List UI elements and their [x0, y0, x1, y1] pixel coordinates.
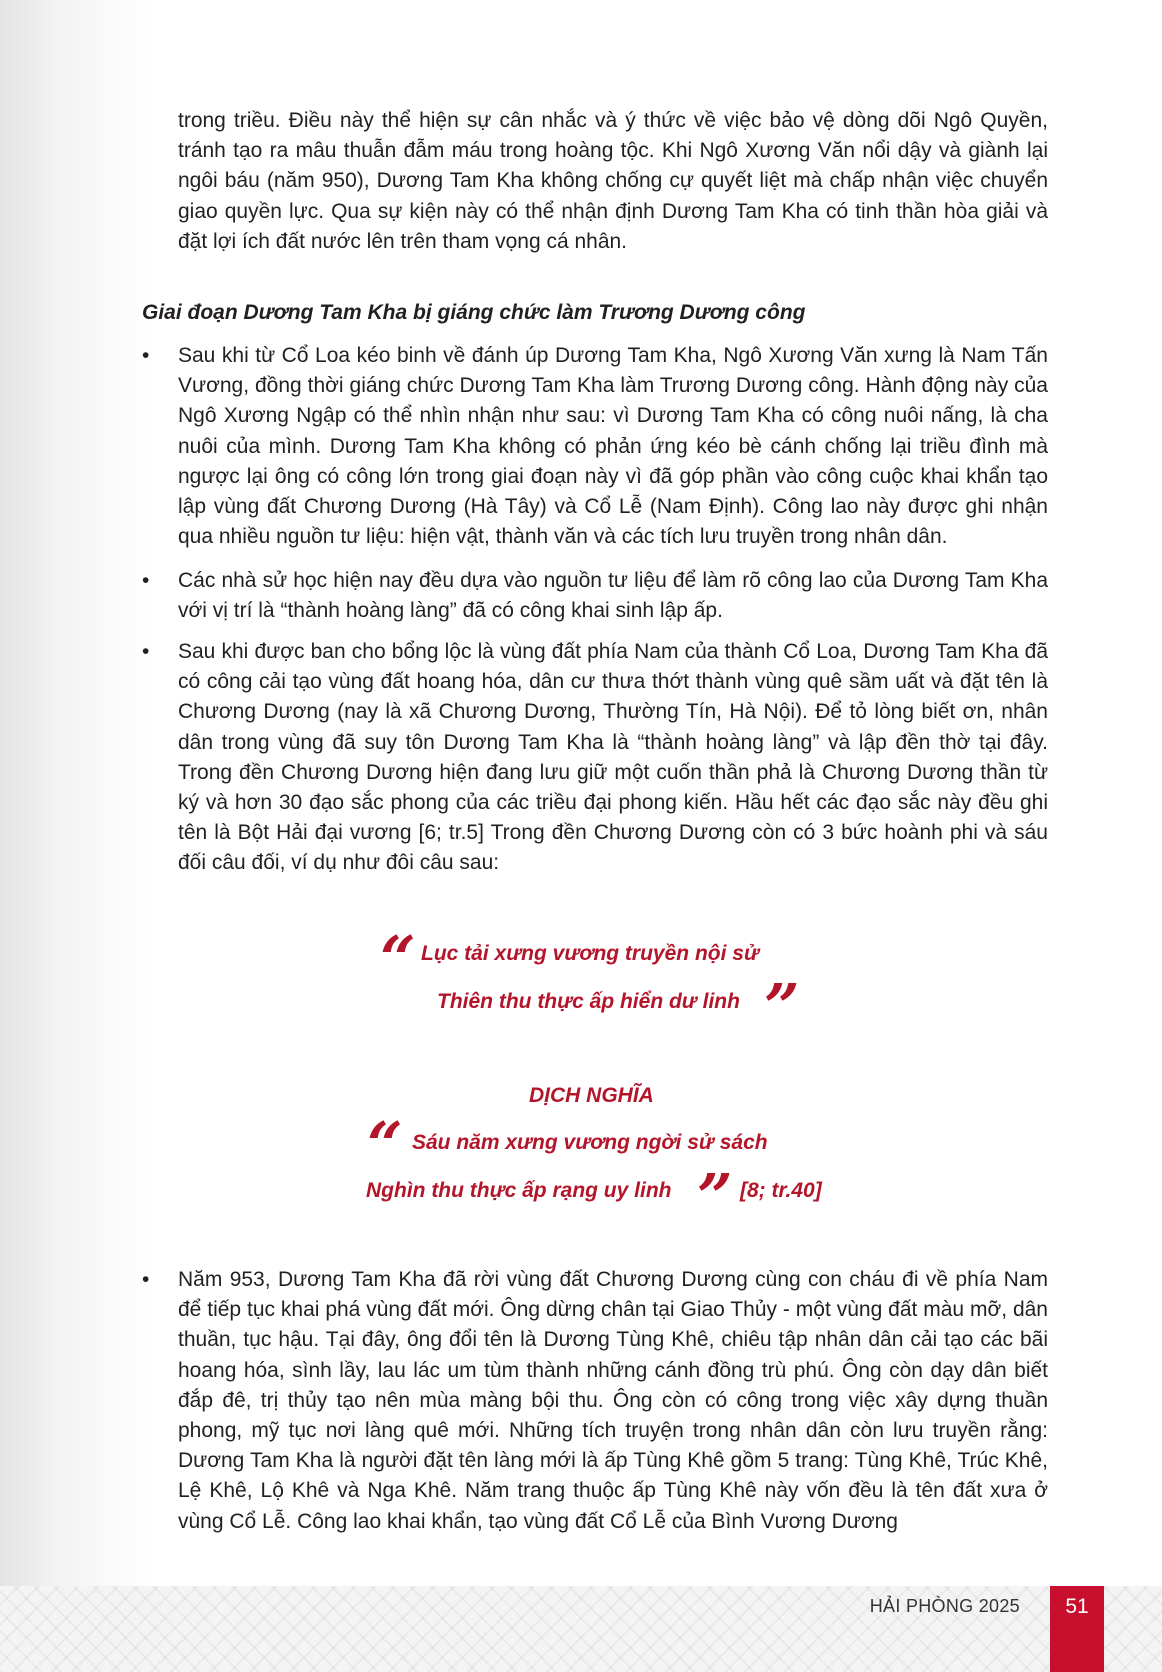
quote-citation: [8; tr.40] [740, 1179, 822, 1202]
bullet-marker: • [142, 344, 150, 367]
open-quote-mark: “ [367, 1108, 403, 1181]
bullet-text: Sau khi từ Cổ Loa kéo binh về đánh úp Dương Tam Kha, Ngô Xương Văn xưng là Nam Tấn Vương, đồng thời giáng chức Dương Tam Kha làm Trương Dương công. Hành động này của Ngô Xương Ngập có thể nhìn nhận như sau: vì Dương Tam Kha có công nuôi nấng, là cha nuôi của mình. Dương Tam Kha không có phản ứng kéo bè cánh chống lại triều đình mà ngược lại ông có công lớn trong giai đoạn này vì đã góp phần vào công cuộc khai khẩn tạo lập vùng đất Chương Dương (Hà Tây) và Cổ Lễ (Nam Định). Công lao này được ghi nhận qua nhiều nguồn tư liệu: hiện vật, thành văn và các tích lưu truyền trong nhân dân. [178, 344, 1048, 549]
bullet-text: Năm 953, Dương Tam Kha đã rời vùng đất Chương Dương cùng con cháu đi về phía Nam để tiếp tục khai phá vùng đất mới. Ông dừng chân tại Giao Thủy - một vùng đất màu mỡ, dân thuần, tục hậu. Tại đây, ông đổi tên là Dương Tùng Khê, chiêu tập nhân dân cải tạo các bãi hoang hóa, sình lầy, lau lác um tùm thành những cánh đồng trù phú. Ông còn dạy dân biết đắp đê, trị thủy tạo nên mùa màng bội thu. Ông còn có công trong việc xây dựng thuần phong, mỹ tục nơi làng quê mới. Những tích truyện trong nhân dân còn lưu truyền rằng: Dương Tam Kha là người đặt tên làng mới là ấp Tùng Khê gồm 5 trang: Tùng Khê, Trúc Khê, Lệ Khê, Lộ Khê và Nga Khê. Năm trang thuộc ấp Tùng Khê này vốn đều là tên đất xưa ở vùng Cổ Lễ. Công lao khai khẩn, tạo vùng đất Cổ Lễ của Bình Vương Dương [178, 1268, 1048, 1533]
bullet-text: Các nhà sử học hiện nay đều dựa vào nguồn tư liệu để làm rõ công lao của Dương Tam Kha với vị trí là “thành hoàng làng” đã có công khai sinh lập ấp. [178, 569, 1048, 623]
page-number-box [1050, 1586, 1104, 1672]
bullet-marker: • [142, 1268, 150, 1291]
page-number: 51 [1065, 1595, 1089, 1618]
section-heading: Giai đoạn Dương Tam Kha bị giáng chức làm Trương Dương công [142, 301, 806, 324]
close-quote-mark: ” [764, 970, 800, 1043]
continuation-paragraph: trong triều. Điều này thể hiện sự cân nhắc và ý thức về việc bảo vệ dòng dõi Ngô Quyền, tránh tạo ra mâu thuẫn đẫm máu trong hoàng tộc. Khi Ngô Xương Văn nổi dậy và giành lại ngôi báu (năm 950), Dương Tam Kha không chống cự quyết liệt mà chấp nhận việc chuyển giao quyền lực. Qua sự kiện này có thể nhận định Dương Tam Kha có tinh thần hòa giải và đặt lợi ích đất nước lên trên tham vọng cá nhân. [178, 109, 1048, 253]
quote-original-line-1: Lục tải xưng vương truyền nội sử [421, 942, 759, 965]
quote-translation-line-2: Nghìn thu thực ấp rạng uy linh [366, 1179, 672, 1202]
bullet-text: Sau khi được ban cho bổng lộc là vùng đất phía Nam của thành Cổ Loa, Dương Tam Kha đã có công cải tạo vùng đất hoang hóa, dân cư thưa thớt thành vùng quê sầm uất và đặt tên là Chương Dương (nay là xã Chương Dương, Thường Tín, Hà Nội). Để tỏ lòng biết ơn, nhân dân trong vùng đã suy tôn Dương Tam Kha là “thành hoàng làng” và lập đền thờ tại đây. Trong đền Chương Dương hiện đang lưu giữ một cuốn thần phả là Chương Dương thần từ ký và hơn 30 đạo sắc phong của các triều đại phong kiến. Hầu hết các đạo sắc này đều ghi tên là Bột Hải đại vương [6; tr.5] Trong đền Chương Dương còn có 3 bức hoành phi và sáu đối câu đối, ví dụ như đôi câu sau: [178, 640, 1048, 875]
quote-original-line-2: Thiên thu thực ấp hiển dư linh [437, 990, 740, 1013]
footer-label: HẢI PHÒNG 2025 [869, 1596, 1020, 1616]
translation-heading: DỊCH NGHĨA [529, 1084, 654, 1107]
open-quote-mark: “ [380, 922, 416, 995]
bullet-marker: • [142, 569, 150, 592]
bullet-marker: • [142, 640, 150, 663]
quote-translation-line-1: Sáu năm xưng vương ngời sử sách [412, 1131, 768, 1154]
close-quote-mark: ” [697, 1160, 733, 1233]
